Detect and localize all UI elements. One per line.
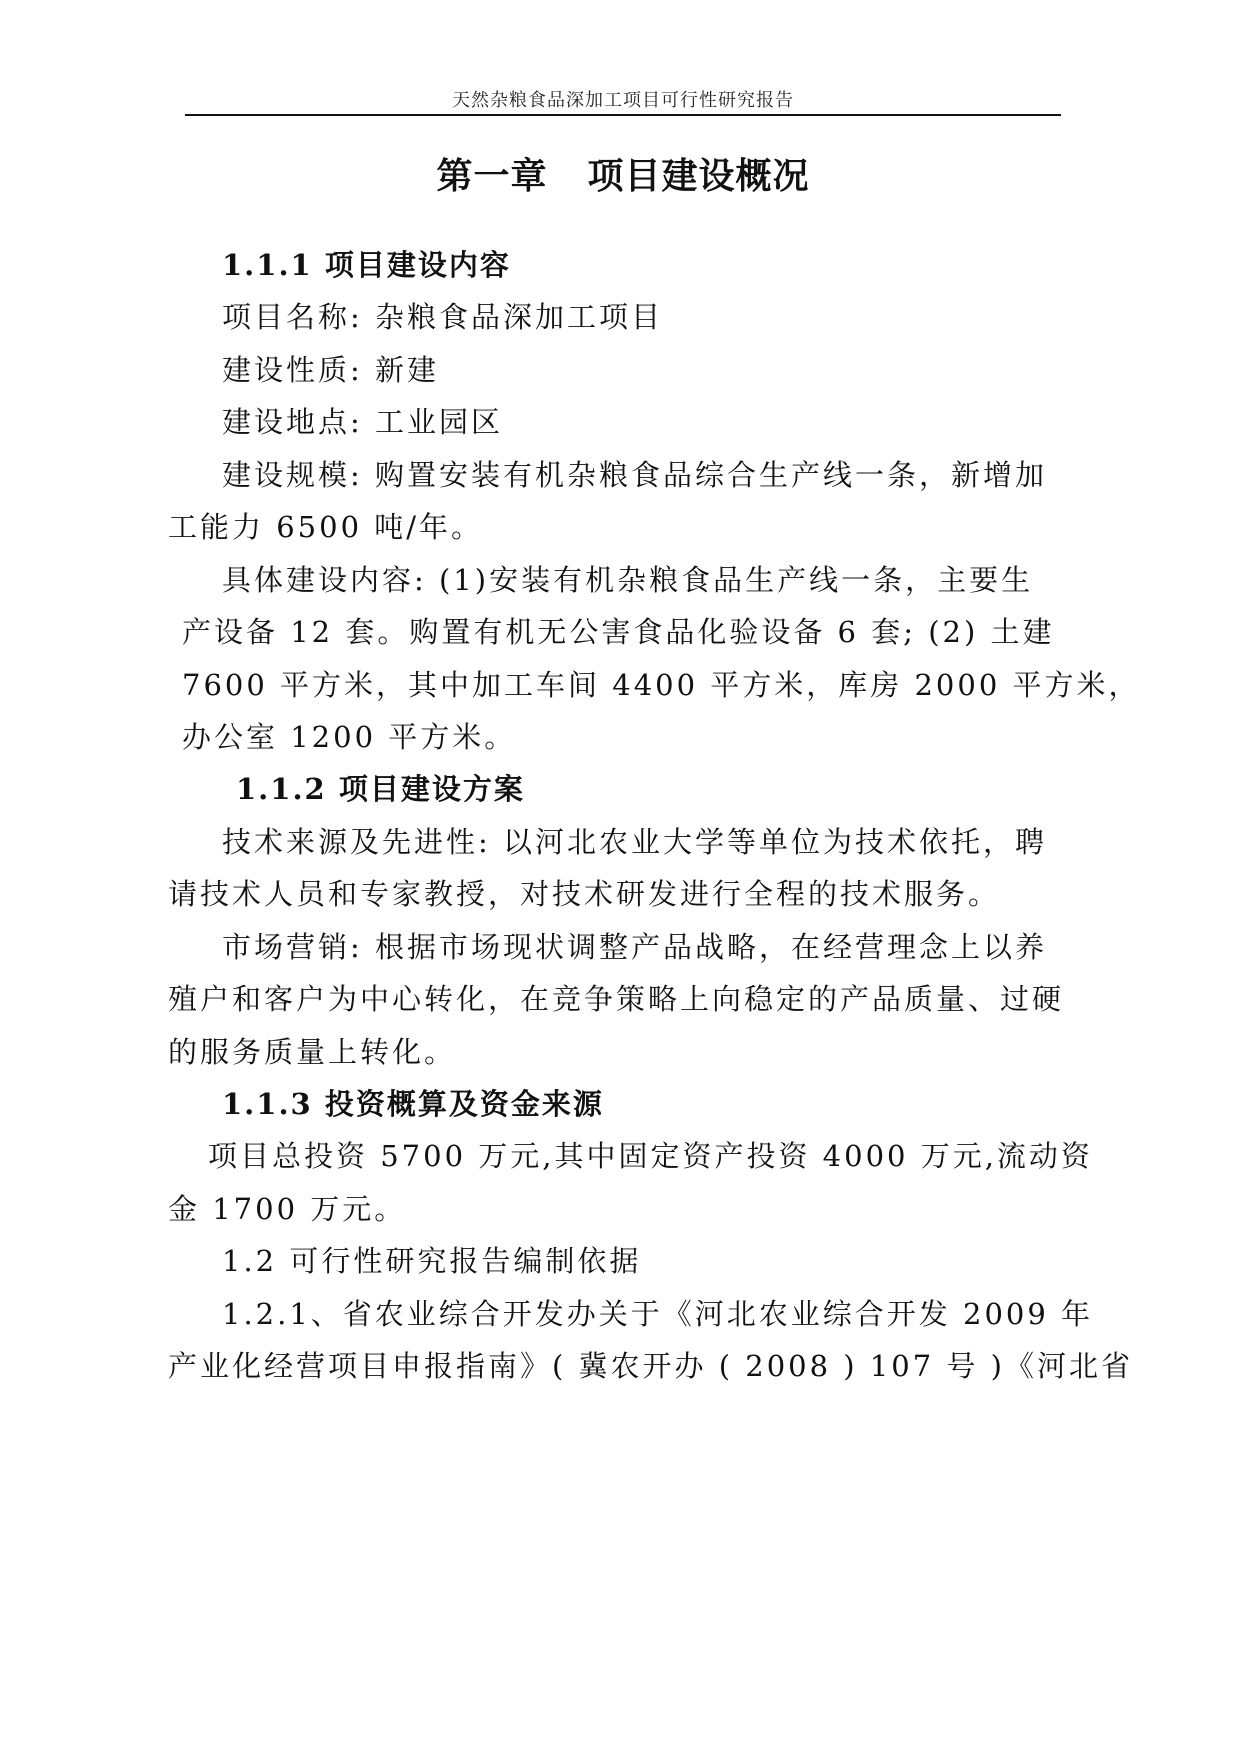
section-heading-1-2: 1.2 可行性研究报告编制依据: [222, 1244, 642, 1278]
paragraph-line: 建设规模: 购置安装有机杂粮食品综合生产线一条，新增加: [222, 458, 1047, 492]
paragraph-line: 产业化经营项目申报指南》( 冀农开办 ( 2008 ) 107 号 )《河北省: [168, 1349, 1133, 1383]
section-heading-1-1-1: 1.1.1 项目建设内容: [222, 248, 511, 282]
paragraph-line: 1.2.1、省农业综合开发办关于《河北农业综合开发 2009 年: [222, 1297, 1094, 1331]
paragraph-line: 建设性质: 新建: [222, 353, 439, 387]
paragraph-line: 市场营销: 根据市场现状调整产品战略，在经营理念上以养: [222, 930, 1047, 964]
running-header: 天然杂粮食品深加工项目可行性研究报告: [452, 90, 794, 111]
paragraph-line: 请技术人员和专家教授，对技术研发进行全程的技术服务。: [168, 877, 1001, 911]
paragraph-line: 建设地点: 工业园区: [222, 405, 503, 439]
header-rule: [185, 114, 1061, 116]
paragraph-line: 产设备 12 套。购置有机无公害食品化验设备 6 套; (2) 土建: [182, 615, 1055, 649]
chapter-name: 项目建设概况: [587, 155, 810, 197]
section-heading-1-1-2: 1.1.2 项目建设方案: [236, 772, 525, 806]
chapter-number: 第一章: [436, 155, 548, 197]
paragraph-line: 项目名称: 杂粮食品深加工项目: [222, 300, 663, 334]
paragraph-line: 具体建设内容: (1)安装有机杂粮食品生产线一条，主要生: [222, 563, 1034, 597]
paragraph-line: 金 1700 万元。: [168, 1192, 407, 1226]
paragraph-line: 技术来源及先进性: 以河北农业大学等单位为技术依托，聘: [222, 825, 1047, 859]
paragraph-line: 办公室 1200 平方米。: [182, 720, 517, 754]
paragraph-line: 工能力 6500 吨/年。: [168, 510, 484, 544]
chapter-title: [185, 148, 1061, 199]
paragraph-line: 项目总投资 5700 万元,其中固定资产投资 4000 万元,流动资: [208, 1139, 1093, 1173]
section-heading-1-1-3: 1.1.3 投资概算及资金来源: [222, 1087, 604, 1121]
paragraph-line: 的服务质量上转化。: [168, 1035, 457, 1069]
paragraph-line: 殖户和客户为中心转化，在竞争策略上向稳定的产品质量、过硬: [168, 982, 1065, 1016]
paragraph-line: 7600 平方米，其中加工车间 4400 平方米，库房 2000 平方米，: [182, 668, 1141, 702]
